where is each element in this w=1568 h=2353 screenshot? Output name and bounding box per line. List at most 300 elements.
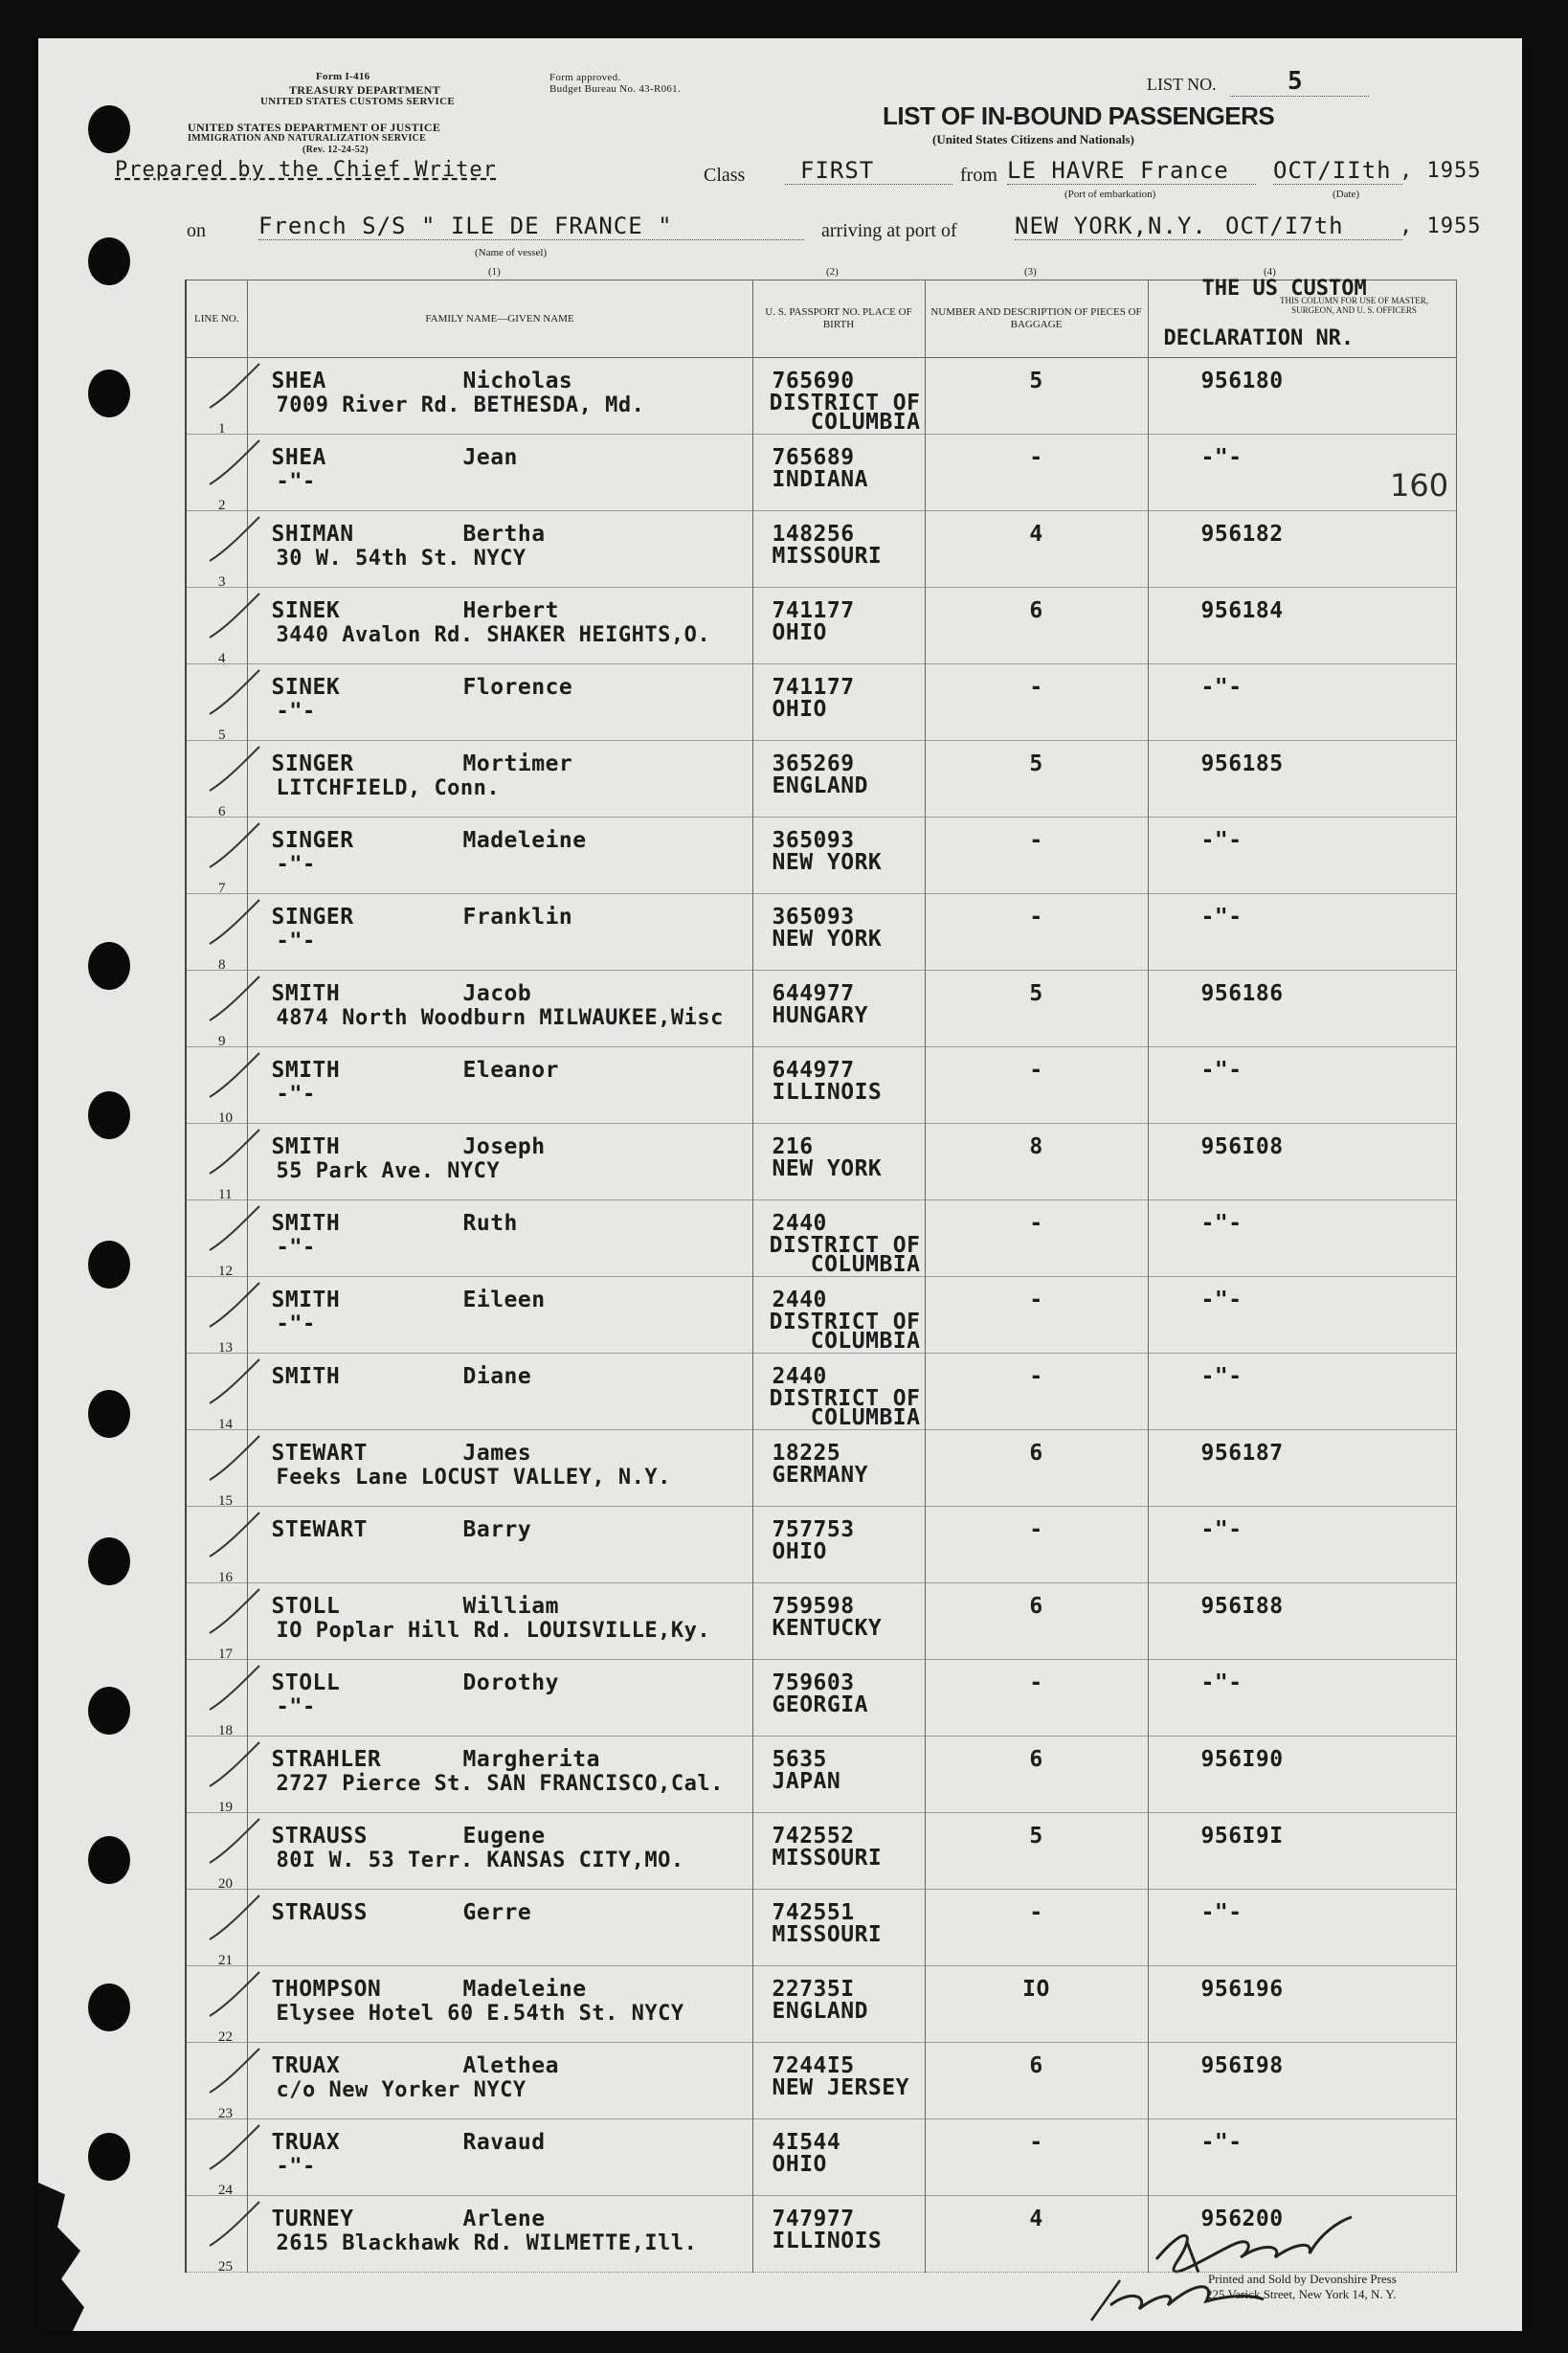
place-of-birth: OHIO	[772, 2152, 827, 2177]
line-number: 21	[218, 1953, 233, 1968]
header-name-text: FAMILY NAME—GIVEN NAME	[425, 312, 574, 325]
family-name: STRAUSS	[271, 1824, 368, 1849]
place-of-birth: MISSOURI	[772, 544, 883, 569]
cell-passport	[752, 1660, 925, 1737]
cell-line-no	[186, 1660, 247, 1737]
cell-passport	[752, 1200, 925, 1277]
cell-line-no	[186, 1813, 247, 1890]
table-row	[186, 2196, 1456, 2273]
address: Elysee Hotel 60 E.54th St. NYCY	[276, 2002, 684, 2026]
cell-baggage	[925, 1890, 1148, 1966]
line-number: 22	[218, 2029, 233, 2045]
place-of-birth: DISTRICT OF COLUMBIA	[769, 391, 921, 435]
cell-baggage	[925, 1124, 1148, 1200]
declaration-number: 956185	[1200, 751, 1284, 776]
cell-baggage	[925, 1430, 1148, 1507]
family-name: SINGER	[271, 828, 354, 853]
declaration-number: -"-	[1200, 445, 1243, 470]
declaration-number: 956196	[1200, 1977, 1284, 2002]
declaration-number: -"-	[1200, 1670, 1243, 1695]
family-name: STRAUSS	[271, 1900, 368, 1925]
cell-declaration	[1148, 1430, 1456, 1507]
passport-number: 22735I	[772, 1977, 855, 2002]
address: -"-	[276, 2155, 316, 2179]
cell-passport	[752, 1507, 925, 1583]
table-row	[186, 435, 1456, 511]
baggage-count: 6	[1029, 1594, 1043, 1619]
address: -"-	[276, 1695, 316, 1719]
passport-number: 4I544	[772, 2130, 841, 2155]
baggage-count: -	[1029, 828, 1043, 853]
header-declaration	[1148, 277, 1456, 358]
cell-baggage	[925, 1660, 1148, 1737]
baggage-count: 8	[1029, 1134, 1043, 1159]
line-number: 10	[218, 1110, 233, 1126]
binder-hole	[88, 1687, 130, 1735]
cell-name	[247, 1737, 752, 1813]
place-of-birth: INDIANA	[772, 467, 868, 492]
baggage-count: 6	[1029, 1441, 1043, 1466]
family-name: SHEA	[271, 445, 326, 470]
from-date: OCT/IIth	[1273, 157, 1402, 185]
passport-number: 765690	[772, 369, 855, 393]
passport-number: 216	[772, 1134, 814, 1159]
declaration-number: -"-	[1200, 1211, 1243, 1236]
table-row	[186, 1430, 1456, 1507]
cell-declaration	[1148, 664, 1456, 741]
binder-hole	[88, 942, 130, 990]
cell-line-no	[186, 894, 247, 971]
cell-line-no	[186, 818, 247, 894]
place-of-birth: ENGLAND	[772, 773, 868, 798]
given-name: Jean	[462, 445, 518, 470]
cell-declaration	[1148, 358, 1456, 435]
line-number: 18	[218, 1723, 233, 1738]
on-label: on	[187, 220, 206, 241]
declaration-printed: THIS COLUMN FOR USE OF MASTER, SURGEON, AND U. S. OFFICERS	[1279, 296, 1429, 315]
declaration-number: -"-	[1200, 1364, 1243, 1389]
declaration-number: -"-	[1200, 1900, 1243, 1925]
given-name: Eugene	[462, 1824, 546, 1849]
cell-name	[247, 2043, 752, 2119]
place-of-birth: DISTRICT OF COLUMBIA	[769, 1233, 921, 1277]
cell-declaration	[1148, 2043, 1456, 2119]
cell-name	[247, 1124, 752, 1200]
cell-passport	[752, 1813, 925, 1890]
address: 3440 Avalon Rd. SHAKER HEIGHTS,O.	[276, 623, 711, 647]
line-number: 11	[218, 1187, 233, 1202]
baggage-count: 6	[1029, 598, 1043, 623]
table-row	[186, 1354, 1456, 1430]
cell-line-no	[186, 1966, 247, 2043]
line-number: 8	[218, 957, 226, 973]
declaration-number: 956200	[1200, 2207, 1284, 2231]
declaration-number: 956180	[1200, 369, 1284, 393]
cell-line-no	[186, 435, 247, 511]
table-row	[186, 1583, 1456, 1660]
place-of-birth: NEW JERSEY	[772, 2075, 909, 2100]
cell-declaration	[1148, 818, 1456, 894]
cell-line-no	[186, 741, 247, 818]
cell-name	[247, 741, 752, 818]
cell-line-no	[186, 2043, 247, 2119]
baggage-count: -	[1029, 1211, 1043, 1236]
page-subtitle: (United States Citizens and Nationals)	[932, 132, 1134, 146]
place-of-birth: OHIO	[772, 620, 827, 645]
cell-baggage	[925, 2196, 1148, 2273]
arrival-year: , 1955	[1400, 214, 1482, 238]
budget-bureau: Budget Bureau No. 43-R061.	[549, 83, 682, 95]
cell-line-no	[186, 1507, 247, 1583]
binder-hole	[88, 2133, 130, 2181]
address: -"-	[276, 1236, 316, 1260]
cell-name	[247, 894, 752, 971]
cell-passport	[752, 1430, 925, 1507]
line-number: 2	[218, 498, 226, 513]
line-number: 25	[218, 2259, 233, 2275]
table-row	[186, 894, 1456, 971]
address: 55 Park Ave. NYCY	[276, 1159, 501, 1183]
passport-number: 742552	[772, 1824, 855, 1849]
line-number: 23	[218, 2106, 233, 2121]
declaration-number: 956186	[1200, 981, 1284, 1006]
place-of-birth: JAPAN	[772, 1769, 841, 1794]
passport-number: 2440	[772, 1211, 827, 1236]
table-row	[186, 358, 1456, 435]
address: 2727 Pierce St. SAN FRANCISCO,Cal.	[276, 1772, 724, 1796]
baggage-count: 5	[1029, 369, 1043, 393]
place-of-birth: MISSOURI	[772, 1922, 883, 1947]
passport-number: 148256	[772, 522, 855, 547]
given-name: Bertha	[462, 522, 546, 547]
cell-declaration	[1148, 511, 1456, 588]
cell-passport	[752, 435, 925, 511]
given-name: Madeleine	[462, 828, 587, 853]
given-name: Alethea	[462, 2053, 559, 2078]
baggage-count: 6	[1029, 2053, 1043, 2078]
cell-passport	[752, 2196, 925, 2273]
cell-passport	[752, 588, 925, 664]
cell-baggage	[925, 741, 1148, 818]
declaration-number: 956184	[1200, 598, 1284, 623]
cell-passport	[752, 741, 925, 818]
family-name: TURNEY	[271, 2207, 354, 2231]
family-name: SMITH	[271, 1058, 341, 1083]
declaration-number: -"-	[1200, 905, 1243, 930]
baggage-count: 5	[1029, 1824, 1043, 1849]
cell-line-no	[186, 511, 247, 588]
treasury-department: TREASURY DEPARTMENT	[289, 83, 440, 97]
baggage-count: 5	[1029, 981, 1043, 1006]
table-row	[186, 818, 1456, 894]
line-number: 3	[218, 574, 226, 590]
declaration-number: 956I88	[1200, 1594, 1284, 1619]
binder-hole	[88, 1537, 130, 1585]
baggage-count: -	[1029, 1058, 1043, 1083]
address: -"-	[276, 1312, 316, 1336]
baggage-count: -	[1029, 2130, 1043, 2155]
declaration-stamp-1: THE US CUSTOM	[1201, 277, 1367, 301]
address: c/o New Yorker NYCY	[276, 2078, 526, 2102]
vessel-name: French S/S " ILE DE FRANCE "	[258, 213, 804, 240]
given-name: Gerre	[462, 1900, 532, 1925]
header-name	[247, 280, 752, 358]
cell-declaration	[1148, 1277, 1456, 1354]
passport-number: 742551	[772, 1900, 855, 1925]
col-number-1: (1)	[488, 266, 501, 278]
given-name: Mortimer	[462, 751, 573, 776]
place-of-birth: MISSOURI	[772, 1846, 883, 1871]
table-row	[186, 1813, 1456, 1890]
passport-number: 18225	[772, 1441, 841, 1466]
family-name: SINGER	[271, 905, 354, 930]
line-number: 1	[218, 421, 226, 437]
header-line-no-text: LINE NO.	[194, 312, 239, 325]
cell-line-no	[186, 1124, 247, 1200]
cell-name	[247, 511, 752, 588]
family-name: SHIMAN	[271, 522, 354, 547]
header-line-no	[186, 280, 247, 358]
given-name: Ruth	[462, 1211, 518, 1236]
cell-name	[247, 971, 752, 1047]
cell-baggage	[925, 1354, 1148, 1430]
table-row	[186, 1124, 1456, 1200]
header-passport	[752, 280, 925, 358]
cell-baggage	[925, 1047, 1148, 1124]
table-row	[186, 1966, 1456, 2043]
address: -"-	[276, 930, 316, 953]
baggage-count: IO	[1022, 1977, 1050, 2002]
address: -"-	[276, 470, 316, 494]
line-number: 5	[218, 728, 226, 743]
cell-line-no	[186, 1200, 247, 1277]
binder-hole	[88, 1983, 130, 2031]
cell-passport	[752, 1124, 925, 1200]
given-name: Madeleine	[462, 1977, 587, 2002]
passport-number: 365269	[772, 751, 855, 776]
place-of-birth: GERMANY	[772, 1463, 868, 1488]
given-name: Margherita	[462, 1747, 600, 1772]
arriving-label: arriving at port of	[821, 220, 957, 241]
family-name: SHEA	[271, 369, 326, 393]
line-number: 9	[218, 1034, 226, 1049]
line-number: 19	[218, 1800, 233, 1815]
col-number-3: (3)	[1024, 266, 1037, 278]
declaration-number: 956I98	[1200, 2053, 1284, 2078]
baggage-count: -	[1029, 1364, 1043, 1389]
place-of-birth: OHIO	[772, 1539, 827, 1564]
cell-declaration	[1148, 1047, 1456, 1124]
header-baggage	[925, 280, 1148, 358]
address: 30 W. 54th St. NYCY	[276, 547, 526, 571]
address: 7009 River Rd. BETHESDA, Md.	[276, 393, 645, 417]
cell-baggage	[925, 1200, 1148, 1277]
passport-number: 5635	[772, 1747, 827, 1772]
passport-number: 644977	[772, 981, 855, 1006]
cell-name	[247, 2119, 752, 2196]
given-name: Dorothy	[462, 1670, 559, 1695]
address: LITCHFIELD, Conn.	[276, 776, 501, 800]
given-name: Arlene	[462, 2207, 546, 2231]
passport-number: 7244I5	[772, 2053, 855, 2078]
table-row	[186, 741, 1456, 818]
baggage-count: -	[1029, 1288, 1043, 1312]
family-name: STOLL	[271, 1594, 341, 1619]
from-port: LE HAVRE France	[1007, 157, 1256, 185]
col-number-4: (4)	[1264, 266, 1276, 278]
pencil-annotation: 160	[1390, 467, 1449, 504]
cell-passport	[752, 358, 925, 435]
table-row	[186, 971, 1456, 1047]
cell-name	[247, 1813, 752, 1890]
cell-name	[247, 1200, 752, 1277]
line-number: 6	[218, 804, 226, 819]
given-name: James	[462, 1441, 532, 1466]
table-row	[186, 664, 1456, 741]
cell-passport	[752, 2043, 925, 2119]
address: 4874 North Woodburn MILWAUKEE,Wisc	[276, 1006, 724, 1030]
cell-baggage	[925, 664, 1148, 741]
passport-number: 759598	[772, 1594, 855, 1619]
binder-hole	[88, 105, 130, 153]
passport-number: 644977	[772, 1058, 855, 1083]
cell-declaration	[1148, 971, 1456, 1047]
line-number: 24	[218, 2183, 233, 2198]
cell-passport	[752, 1354, 925, 1430]
table-row	[186, 2043, 1456, 2119]
given-name: William	[462, 1594, 559, 1619]
family-name: SINGER	[271, 751, 354, 776]
from-label: from	[960, 165, 997, 186]
line-number: 17	[218, 1647, 233, 1662]
family-name: TRUAX	[271, 2053, 341, 2078]
from-year: , 1955	[1400, 159, 1482, 183]
printer-address: 225 Varick Street, New York 14, N. Y.	[1206, 2287, 1397, 2301]
cell-baggage	[925, 1583, 1148, 1660]
declaration-number: 956182	[1200, 522, 1284, 547]
arrival-date: OCT/I7th	[1225, 213, 1402, 240]
passport-number: 757753	[772, 1517, 855, 1542]
line-number: 20	[218, 1876, 233, 1892]
given-name: Eleanor	[462, 1058, 559, 1083]
declaration-stamp-2: DECLARATION NR.	[1163, 326, 1355, 350]
place-of-birth: GEORGIA	[772, 1692, 868, 1717]
place-of-birth: DISTRICT OF COLUMBIA	[769, 1310, 921, 1354]
place-of-birth: NEW YORK	[772, 850, 883, 875]
address: -"-	[276, 700, 316, 724]
cell-line-no	[186, 1277, 247, 1354]
table-row	[186, 1507, 1456, 1583]
cell-name	[247, 1890, 752, 1966]
cell-declaration	[1148, 435, 1456, 511]
declaration-number: -"-	[1200, 1058, 1243, 1083]
baggage-count: -	[1029, 675, 1043, 700]
cell-baggage	[925, 435, 1148, 511]
list-number: 5	[1230, 67, 1369, 97]
prepared-by: Prepared by the Chief Writer	[115, 158, 497, 182]
cell-passport	[752, 1277, 925, 1354]
given-name: Diane	[462, 1364, 532, 1389]
cell-name	[247, 588, 752, 664]
list-no-label: LIST NO.	[1147, 75, 1217, 94]
baggage-count: -	[1029, 905, 1043, 930]
table-row	[186, 588, 1456, 664]
cell-line-no	[186, 2119, 247, 2196]
page-title: LIST OF IN-BOUND PASSENGERS	[883, 101, 1275, 130]
family-name: STEWART	[271, 1517, 368, 1542]
cell-declaration	[1148, 2196, 1456, 2273]
place-of-birth: DISTRICT OF COLUMBIA	[769, 1386, 921, 1430]
cell-line-no	[186, 971, 247, 1047]
family-name: SINEK	[271, 598, 341, 623]
cell-baggage	[925, 1813, 1148, 1890]
cell-baggage	[925, 894, 1148, 971]
cell-name	[247, 1354, 752, 1430]
passport-number: 747977	[772, 2207, 855, 2231]
place-of-birth: OHIO	[772, 697, 827, 722]
cell-passport	[752, 664, 925, 741]
cell-name	[247, 1966, 752, 2043]
table-row	[186, 1047, 1456, 1124]
cell-declaration	[1148, 1354, 1456, 1430]
cell-baggage	[925, 358, 1148, 435]
cell-passport	[752, 1966, 925, 2043]
cell-baggage	[925, 1737, 1148, 1813]
cell-passport	[752, 1583, 925, 1660]
cell-baggage	[925, 511, 1148, 588]
passport-number: 741177	[772, 598, 855, 623]
family-name: THOMPSON	[271, 1977, 382, 2002]
cell-declaration	[1148, 1813, 1456, 1890]
cell-line-no	[186, 664, 247, 741]
binder-hole	[88, 1836, 130, 1884]
table-row	[186, 511, 1456, 588]
address: Feeks Lane LOCUST VALLEY, N.Y.	[276, 1466, 671, 1490]
given-name: Florence	[462, 675, 573, 700]
cell-passport	[752, 1890, 925, 1966]
cell-name	[247, 1507, 752, 1583]
baggage-count: 6	[1029, 1747, 1043, 1772]
table-row	[186, 2119, 1456, 2196]
binder-hole	[88, 1091, 130, 1139]
place-of-birth: ENGLAND	[772, 1999, 868, 2024]
given-name: Nicholas	[462, 369, 573, 393]
place-of-birth: ILLINOIS	[772, 2229, 883, 2253]
binder-hole	[88, 1241, 130, 1289]
binder-hole	[88, 1390, 130, 1438]
declaration-number: -"-	[1200, 828, 1243, 853]
given-name: Franklin	[462, 905, 573, 930]
declaration-number: -"-	[1200, 1517, 1243, 1542]
table-row	[186, 1737, 1456, 1813]
revision-date: (Rev. 12-24-52)	[302, 145, 369, 155]
torn-edge	[38, 2183, 115, 2331]
cell-declaration	[1148, 1660, 1456, 1737]
address: -"-	[276, 853, 316, 877]
cell-passport	[752, 1047, 925, 1124]
cell-name	[247, 1047, 752, 1124]
table-row	[186, 1660, 1456, 1737]
given-name: Joseph	[462, 1134, 546, 1159]
vessel-caption: (Name of vessel)	[475, 247, 548, 258]
cell-declaration	[1148, 894, 1456, 971]
passport-number: 365093	[772, 828, 855, 853]
baggage-count: 4	[1029, 2207, 1043, 2231]
given-name: Jacob	[462, 981, 532, 1006]
place-of-birth: NEW YORK	[772, 1156, 883, 1181]
cell-baggage	[925, 1966, 1148, 2043]
cell-baggage	[925, 2119, 1148, 2196]
